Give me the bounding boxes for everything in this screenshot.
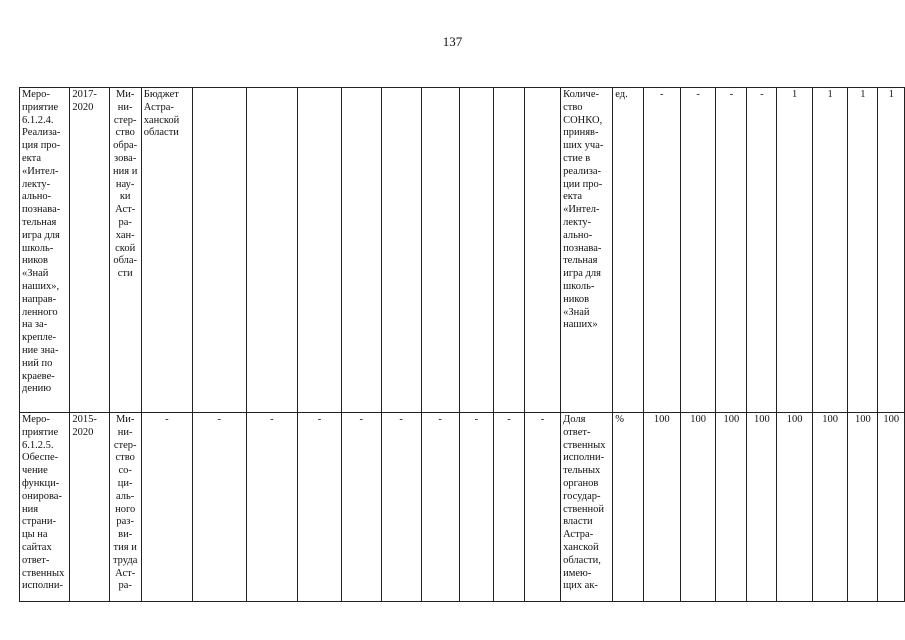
indicator-value-cell: 100: [878, 413, 905, 602]
indicator-value-cell: 1: [812, 88, 848, 413]
finance-cell: -: [298, 413, 342, 602]
indicator-value-cell: -: [747, 88, 777, 413]
unit-cell: %: [613, 413, 643, 602]
finance-cell: [246, 88, 298, 413]
indicator-value-cell: 100: [848, 413, 878, 602]
indicator-value-cell: 100: [812, 413, 848, 602]
indicator-cell: Количе- ство СОНКО, приняв- ших уча- стие в реализа- ции про- екта «Интел- лекту- ально- познава- тельная игра для школь- ников «Знай наших»: [561, 88, 613, 413]
finance-cell: -: [524, 413, 560, 602]
finance-cell: [421, 88, 459, 413]
page-number: 137: [442, 34, 463, 49]
finance-cell: -: [459, 413, 493, 602]
indicator-value-cell: 100: [747, 413, 777, 602]
finance-cell: -: [192, 413, 246, 602]
indicator-value-cell: -: [716, 88, 747, 413]
program-table: [19, 87, 905, 602]
indicator-value-cell: 100: [643, 413, 680, 602]
funding-source-cell: -: [141, 413, 192, 602]
finance-cell: [192, 88, 246, 413]
finance-cell: -: [494, 413, 525, 602]
indicator-value-cell: -: [680, 88, 716, 413]
indicator-value-cell: 1: [848, 88, 878, 413]
indicator-value-cell: 100: [680, 413, 716, 602]
indicator-cell: Доля ответ- ственных исполни- тельных органов государ- ственной власти Астра- ханской области, имею- щих ак-: [561, 413, 613, 602]
table-row: [20, 88, 905, 413]
unit-cell: ед.: [613, 88, 643, 413]
finance-cell: [298, 88, 342, 413]
indicator-value-cell: -: [643, 88, 680, 413]
finance-cell: [381, 88, 421, 413]
finance-cell: -: [381, 413, 421, 602]
event-name-cell: Меро- приятие 6.1.2.4. Реализа- ция про- екта «Интел- лекту- ально- познава- тельная игра для школь- ников «Знай наших», направ- ленного на за- крепле- ние зна- ний по краеве- дению: [20, 88, 70, 413]
executor-cell: Ми- ни- стер- ство со- ци- аль- ного раз- ви- тия и труда Аст- ра-: [109, 413, 141, 602]
event-name-cell: Меро- приятие 6.1.2.5. Обеспе- чение функци- онирова- ния страни- цы на сайтах ответ- ственных исполни-: [20, 413, 70, 602]
indicator-value-cell: 1: [878, 88, 905, 413]
finance-cell: -: [246, 413, 298, 602]
finance-cell: -: [341, 413, 381, 602]
finance-cell: [524, 88, 560, 413]
table-row: [20, 413, 905, 602]
period-cell: 2017- 2020: [70, 88, 109, 413]
period-cell: 2015- 2020: [70, 413, 109, 602]
finance-cell: [459, 88, 493, 413]
indicator-value-cell: 100: [716, 413, 747, 602]
indicator-value-cell: 100: [777, 413, 813, 602]
finance-cell: [341, 88, 381, 413]
executor-cell: Ми- ни- стер- ство обра- зова- ния и нау- ки Аст- ра- хан- ской обла- сти: [109, 88, 141, 413]
indicator-value-cell: 1: [777, 88, 813, 413]
finance-cell: [494, 88, 525, 413]
funding-source-cell: Бюджет Астра- ханской области: [141, 88, 192, 413]
finance-cell: -: [421, 413, 459, 602]
